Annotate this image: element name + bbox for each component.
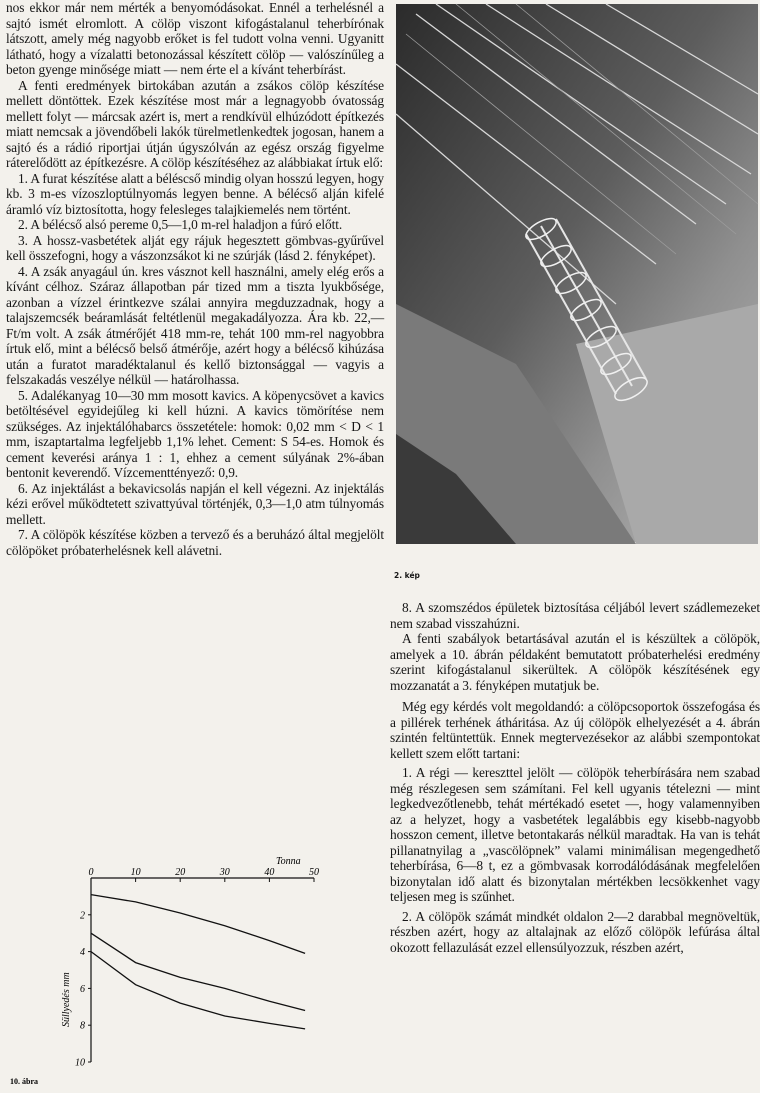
y-tick-label: 2 [80,910,85,922]
paragraph: A fenti eredmények birtokában azután a zsákos cölöp készítése mellett döntöttek. Ezek készítése most már a legnagyobb óvatosság mellett folyt — márcsak azért is, mert a rendkívül elhúzódott építkezés miatt nemcsak a jövendőbeli lakók türelmetlenkedtek jogosan, hanem a sajtó és a rádió riportjai útján úgyszólván az egész ország figyelme ráterelődött az építkezésre. A cölöp készítéséhez az alábbiakat írtuk elő: [6,77,384,170]
y-axis-label: Süllyedés mm [61,972,72,1027]
pile-reinforcement-photo [396,4,758,542]
y-tick-label: 4 [80,947,85,959]
paragraph: 1. A furat készítése alatt a béléscső mindig olyan hosszú legyen, hogy kb. 3 m-es vízoszloptúlnyomás legyen benne. A bélécső alján kifelé áramló víz biztosította, hogy felesleges talajkiemelés nem történt. [6,170,384,217]
x-tick-label: 30 [219,867,230,878]
figure-caption: 10. ábra [10,1077,38,1086]
y-tick-label: 10 [75,1057,85,1069]
series-line [91,933,305,1010]
paragraph: 8. A szomszédos épületek biztosítása céljából levert szádlemezeket nem szabad visszahúzni. [390,600,760,631]
x-axis-label: Tonna [276,856,301,867]
y-tick-label: 8 [80,1020,85,1032]
left-column [6,0,384,558]
x-tick-label: 0 [88,867,94,878]
paragraph: A fenti szabályok betartásával azután el is készültek a cölöpök, amelyek a 10. ábrán példaként bemutatott próbaterhelési eredmény szerint kifogástalanul sikerültek. A cölöpök készítésének egy mozzanatát a 3. fényképen mutatjuk be. [390,631,760,693]
paragraph: 7. A cölöpök készítése közben a tervező és a beruházó által megjelölt cölöpöket próbaterhelésnek kell alávetni. [6,527,384,558]
x-tick-label: 20 [175,867,186,878]
right-column [390,600,760,955]
x-tick-label: 40 [264,867,275,878]
x-tick-label: 50 [309,867,319,878]
paragraph: 1. A régi — kereszttel jelölt — cölöpök teherbírására nem szabad még részlegesen sem számítani. Fel kell ugyanis tételezni — mint legkedvezőtlenebb, tehát mértékadó esetet —, hogy valamennyiben az a helyzet, hogy a vasbetétek legalábbis egy kisebb-nagyobb hosszon cement, illetve betontakarás nélkül maradtak. Ha van is tehát pillanatnyilag a „vascölöpnek” valami minimálisan megengedhető teherbírása, 6—8 t, ez a gömbvasak korrodálódásának megfelelően bizonytalan idő alatt és bizonytalan mértékben lecsökkenhet vagy teljesen meg is szűnhet. [390,765,760,904]
series-line [91,895,305,954]
photo-caption: 2. kép [394,571,420,580]
paragraph: 5. Adalékanyag 10—30 mm mosott kavics. A köpenycsövet a kavics betöltésével egyidejűleg ki kell húzni. A kavics tömörítése nem szükséges. Az injektálóhabarcs összetétele: homok: 0,02 mm < D < 1 mm, iszaptartalma legfeljebb 1,1% lehet. Cement: S 54-es. Homok és cement keverési aránya 1 : 1, ehhez a cement súlyának 2%-ában bentonit keverendő. Vízcementtényező: 0,9. [6,387,384,480]
load-settlement-chart [10,852,384,1092]
paragraph: Még egy kérdés volt megoldandó: a cölöpcsoportok összefogása és a pillérek terhének átháritása. Az új cölöpök elhelyezését a 4. ábrán szintén feltüntettük. Ennek megtervezésekor az alábbi szempontokat kellett szem előtt tartani: [390,699,760,761]
paragraph: 3. A hossz-vasbetétek alját egy rájuk hegesztett gömbvas-gyűrűvel kell összefogni, hogy a vászonzsákot ki ne szúrják (lásd 2. fényképet). [6,232,384,263]
paragraph: 2. A bélécső alsó pereme 0,5—1,0 m-rel haladjon a fúró előtt. [18,217,343,232]
paragraph: 6. Az injektálást a bekavicsolás napján el kell végezni. Az injektálás kézi erővel működtetett szivattyúval történjék, 0,3—1,0 atm túlnyomás mellett. [6,480,384,527]
paragraph: 2. A cölöpök számát mindkét oldalon 2—2 darabbal megnöveltük, részben azért, hogy az altalajnak az előző cölöpök lefúrása által okozott fellazulását ezzel ellensúlyozzuk, részben azért, [390,908,760,955]
series-line [91,952,305,1029]
paragraph: nos ekkor már nem mérték a benyomódásokat. Ennél a terhelésnél a sajtó ismét elromlott. A cölöp viszont kifogástalanul teherbírónak látszott, amely még nagyobb erőket is fel tudott volna venni. Ugyanitt látható, hogy a vízalatti betonozással készített cölöp — valószínűleg a beton gyenge minősége miatt — nem érte el a kívánt teherbírást. [6,0,384,77]
y-tick-label: 6 [80,983,85,995]
x-tick-label: 10 [130,867,141,878]
paragraph: 4. A zsák anyagául ún. kres vásznot kell használni, amely elég erős a kívánt célhoz. Száraz állapotban pár tized mm a tiszta lyukbősége, azonban a vízzel érintkezve szálai annyira megduzzadnak, hogy a talajszemcsék beáramlását feltétlenül megakadályozza. Ára kb. 22,— Ft/m volt. A zsák átmérőjét 418 mm-re, tehát 100 mm-rel nagyobbra írtuk elő, mint a bélécső belső átmérője, azért hogy a bélécső kihúzása után a furatot maradéktalanul és kellő biztonsággal — vagyis a felszakadás veszélye nélkül — határolhassa. [6,263,384,387]
